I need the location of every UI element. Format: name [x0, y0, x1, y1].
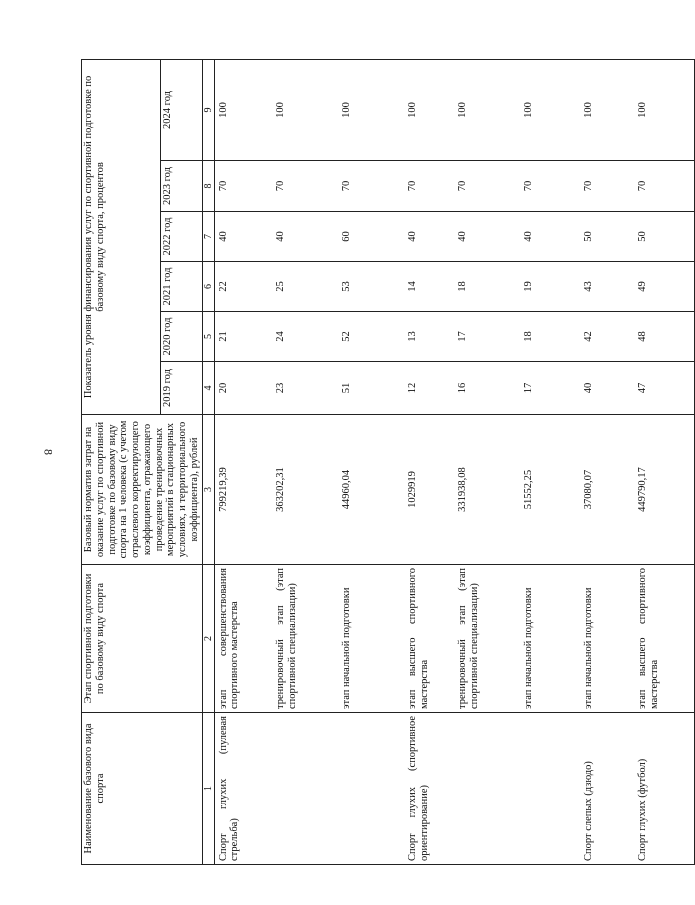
- percent-cell: 21: [214, 312, 272, 362]
- sport-cell: [520, 713, 580, 865]
- percent-cell: 40: [214, 212, 272, 262]
- percent-cell: 50: [580, 212, 634, 262]
- percent-cell: 51: [338, 362, 404, 415]
- percent-cell: 100: [214, 59, 272, 160]
- sport-cell: [454, 713, 520, 865]
- percent-cell: 42: [580, 312, 634, 362]
- stage-cell: этап начальной подготовки: [520, 565, 580, 713]
- column-number: 5: [202, 312, 214, 362]
- percent-cell: 48: [634, 312, 694, 362]
- percent-cell: 12: [404, 362, 454, 415]
- percent-cell: 17: [520, 362, 580, 415]
- funding-table: [81, 59, 695, 865]
- percent-cell: 70: [272, 161, 338, 212]
- norm-cell: 331938,08: [454, 415, 520, 565]
- percent-cell: 100: [580, 59, 634, 160]
- percent-cell: 24: [272, 312, 338, 362]
- percent-cell: 40: [520, 212, 580, 262]
- stage-cell: этап высшего спортивного мастерства: [404, 565, 454, 713]
- percent-cell: 100: [634, 59, 694, 160]
- sport-cell: Спорт слепых (дзюдо): [580, 713, 634, 865]
- header-year: 2019 год: [160, 362, 202, 415]
- percent-cell: 70: [214, 161, 272, 212]
- table-row: [454, 59, 520, 864]
- table-body: [214, 59, 694, 864]
- column-number: 2: [202, 565, 214, 713]
- norm-cell: 363202,31: [272, 415, 338, 565]
- column-number-row: [202, 59, 214, 864]
- percent-cell: 18: [520, 312, 580, 362]
- column-number: 8: [202, 161, 214, 212]
- percent-cell: 70: [338, 161, 404, 212]
- percent-cell: 40: [272, 212, 338, 262]
- column-number: 9: [202, 59, 214, 160]
- percent-cell: 100: [272, 59, 338, 160]
- column-number: 6: [202, 262, 214, 312]
- rotated-page-content: [81, 60, 660, 865]
- stage-cell: этап начальной подготовки: [338, 565, 404, 713]
- header-year: 2023 год: [160, 161, 202, 212]
- table-row: [520, 59, 580, 864]
- percent-cell: 23: [272, 362, 338, 415]
- header-year: 2021 год: [160, 262, 202, 312]
- column-number: 7: [202, 212, 214, 262]
- percent-cell: 60: [338, 212, 404, 262]
- table-row: [272, 59, 338, 864]
- sport-cell: [338, 713, 404, 865]
- column-number: 1: [202, 713, 214, 865]
- norm-cell: 37080,07: [580, 415, 634, 565]
- norm-cell: 1029919: [404, 415, 454, 565]
- table-row: [580, 59, 634, 864]
- norm-cell: 51552,25: [520, 415, 580, 565]
- percent-cell: 14: [404, 262, 454, 312]
- percent-cell: 100: [338, 59, 404, 160]
- percent-cell: 18: [454, 262, 520, 312]
- norm-cell: 449790,17: [634, 415, 694, 565]
- header-year: 2022 год: [160, 212, 202, 262]
- percent-cell: 43: [580, 262, 634, 312]
- stage-cell: этап высшего спортивного мастерства: [634, 565, 694, 713]
- stage-cell: тренировочный этап (этап спортивной специализации): [272, 565, 338, 713]
- percent-cell: 40: [580, 362, 634, 415]
- percent-cell: 52: [338, 312, 404, 362]
- percent-cell: 40: [404, 212, 454, 262]
- column-number: 3: [202, 415, 214, 565]
- percent-cell: 70: [634, 161, 694, 212]
- percent-cell: 16: [454, 362, 520, 415]
- percent-cell: 70: [404, 161, 454, 212]
- stage-cell: этап начальной подготовки: [580, 565, 634, 713]
- percent-cell: 53: [338, 262, 404, 312]
- header-indicator: Показатель уровня финансирования услуг по спортивной подготовке по базовому виду спорта, процентов: [82, 59, 161, 414]
- percent-cell: 25: [272, 262, 338, 312]
- percent-cell: 20: [214, 362, 272, 415]
- sport-cell: Спорт глухих (футбол): [634, 713, 694, 865]
- header-year: 2024 год: [160, 59, 202, 160]
- column-number: 4: [202, 362, 214, 415]
- header-sport: Наименование базового вида спорта: [82, 713, 203, 865]
- table-row: [214, 59, 272, 864]
- percent-cell: 70: [580, 161, 634, 212]
- norm-cell: 44960,04: [338, 415, 404, 565]
- percent-cell: 49: [634, 262, 694, 312]
- percent-cell: 22: [214, 262, 272, 312]
- norm-cell: 799219,39: [214, 415, 272, 565]
- sport-cell: Спорт глухих (спортивное ориентирование): [404, 713, 454, 865]
- percent-cell: 100: [520, 59, 580, 160]
- percent-cell: 47: [634, 362, 694, 415]
- stage-cell: этап совершенствования спортивного мастерства: [214, 565, 272, 713]
- page-number: 8: [41, 449, 56, 455]
- percent-cell: 17: [454, 312, 520, 362]
- percent-cell: 100: [454, 59, 520, 160]
- percent-cell: 70: [454, 161, 520, 212]
- table-row: [404, 59, 454, 864]
- percent-cell: 100: [404, 59, 454, 160]
- table-row: [338, 59, 404, 864]
- stage-cell: тренировочный этап (этап спортивной специализации): [454, 565, 520, 713]
- percent-cell: 13: [404, 312, 454, 362]
- sport-cell: [272, 713, 338, 865]
- header-year: 2020 год: [160, 312, 202, 362]
- table-row: [634, 59, 694, 864]
- percent-cell: 70: [520, 161, 580, 212]
- percent-cell: 50: [634, 212, 694, 262]
- percent-cell: 40: [454, 212, 520, 262]
- sport-cell: Спорт глухих (пулевая стрельба): [214, 713, 272, 865]
- header-stage: Этап спортивной подготовки по базовому виду спорта: [82, 565, 203, 713]
- header-norm: Базовый норматив затрат на оказание услуг по спортивной подготовке по базовому виду спорта на 1 человека (с учетом отраслевого корректирующего коэффициента, отражающего проведение тренировочных мероприятий в стационарных условиях, и территориального коэффициента), рублей: [82, 415, 203, 565]
- percent-cell: 19: [520, 262, 580, 312]
